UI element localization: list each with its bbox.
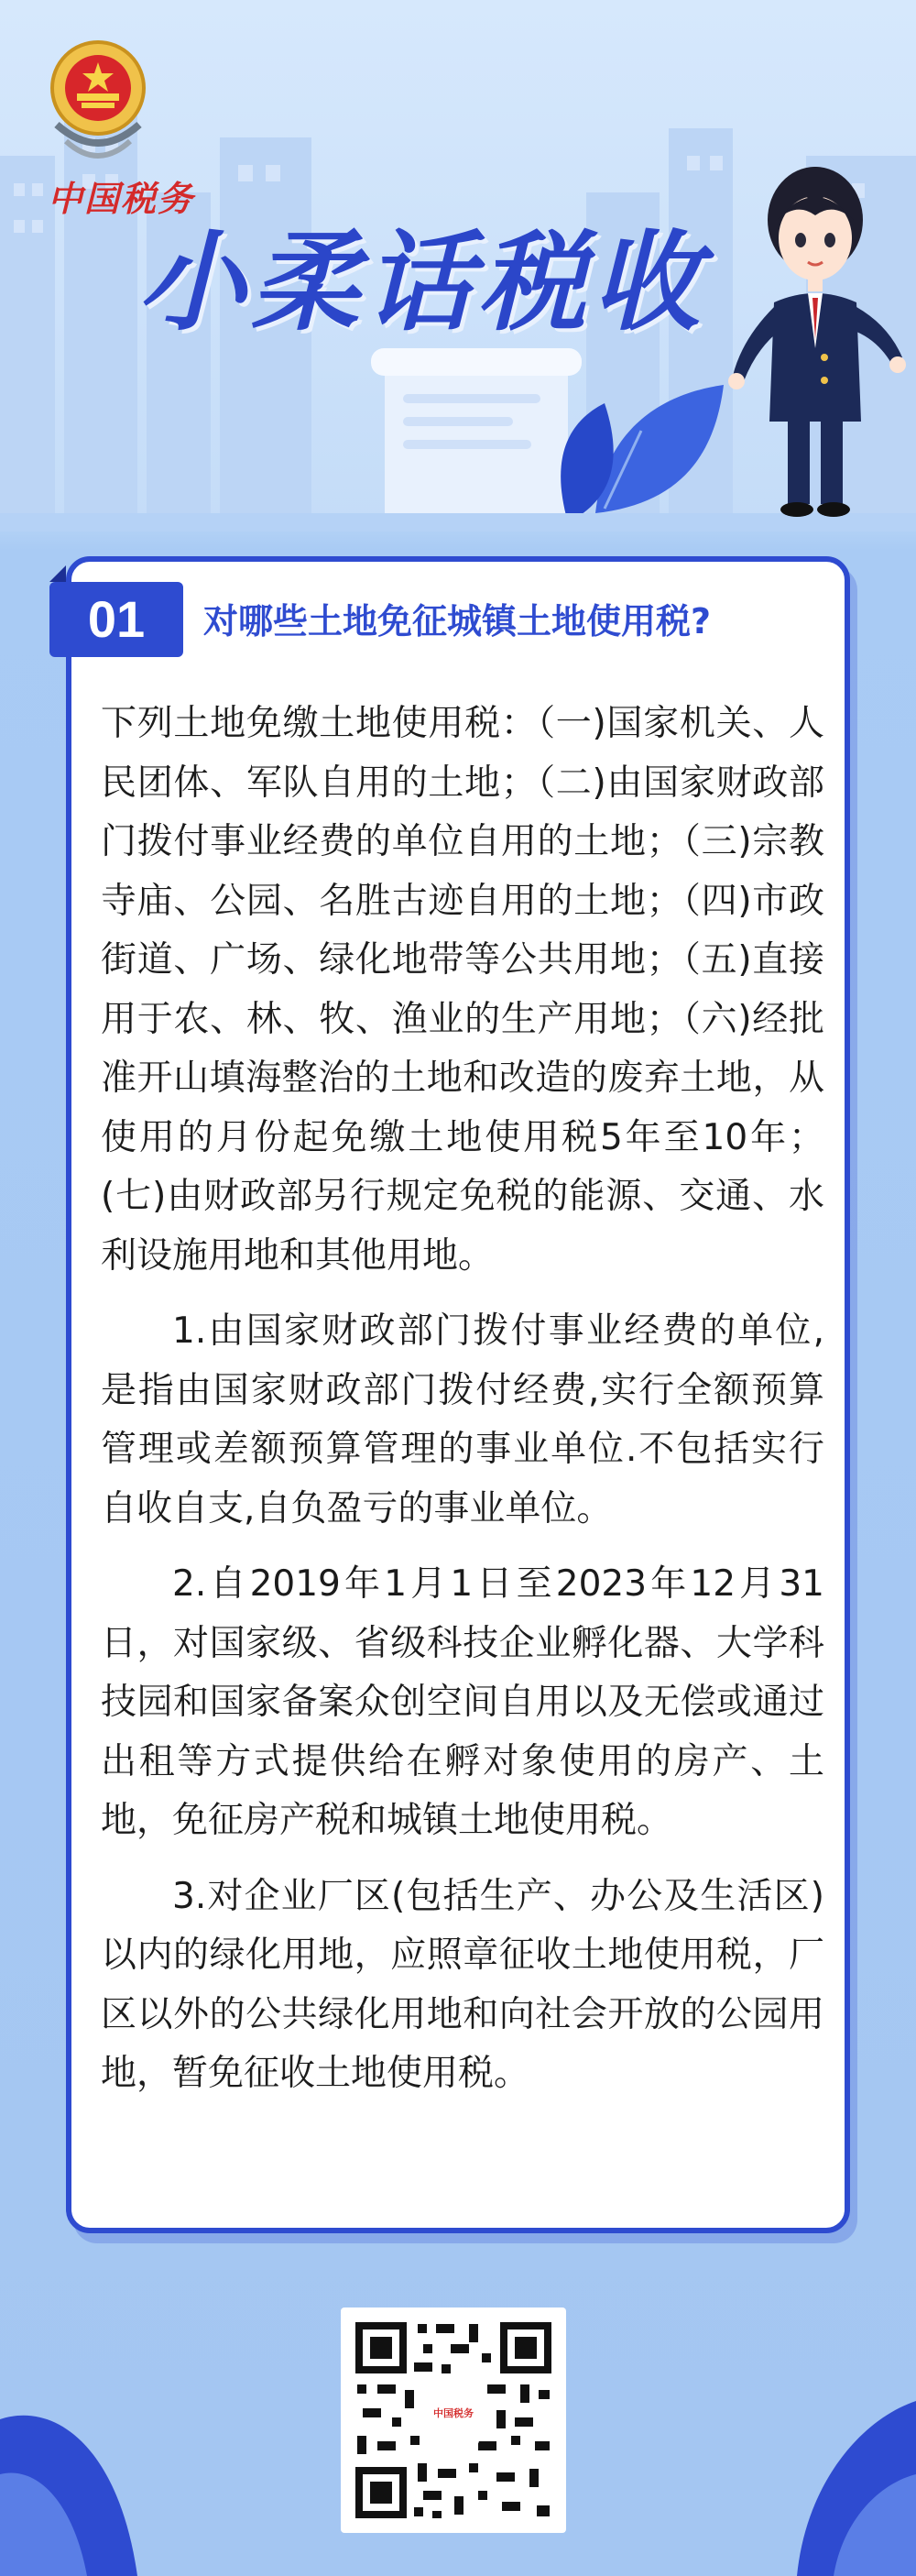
tax-emblem-icon xyxy=(38,33,158,180)
leaf-decoration-left-icon xyxy=(0,2364,147,2576)
qr-center-logo: 中国税务 xyxy=(433,2407,474,2419)
badge-fold xyxy=(49,565,66,582)
answer-paragraph-2: 1.由国家财政部门拨付事业经费的单位,是指由国家财政部门拨付经费,实行全额预算管理或差额预算管理的事业单位.不包括实行自收自支,自负盈亏的事业单位。 xyxy=(101,1310,824,1529)
mascot-figure-icon xyxy=(724,165,907,522)
qr-code[interactable] xyxy=(341,2307,566,2533)
leaf-decoration-right-icon xyxy=(788,2383,916,2576)
header-banner xyxy=(0,0,916,532)
scroll-illustration xyxy=(371,348,582,527)
answer-paragraph-3: 2.自2019年1月1日至2023年12月31日，对国家级、省级科技企业孵化器、大学科技园和国家备案众创空间自用以及无偿或通过出租等方式提供给在孵对象使用的房产、土地，免征房产税和城镇土地使用税。 xyxy=(101,1563,824,1841)
answer-paragraph-1: 下列土地免缴土地使用税：（一)国家机关、人民团体、军队自用的土地；（二)由国家财政部门拨付事业经费的单位自用的土地；（三)宗教寺庙、公园、名胜古迹自用的土地；（四)市政街道、广场、绿化地带等公共用地；（五)直接用于农、林、牧、渔业的生产用地；（六)经批准开山填海整治的土地和改造的废弃土地，从使用的月份起免缴土地使用税5年至10年；(七)由财政部另行规定免税的能源、交通、水利设施用地和其他用地。 xyxy=(101,703,824,1277)
question-heading: 对哪些土地免征城镇土地使用税? xyxy=(203,601,712,641)
page-title: 小柔话税收 xyxy=(137,219,706,345)
question-number-badge: 01 xyxy=(49,582,183,657)
answer-paragraph-4: 3.对企业厂区(包括生产、办公及生活区)以内的绿化用地，应照章征收土地使用税，厂区以外的公共绿化用地和向社会开放的公园用地，暂免征收土地使用税。 xyxy=(101,1875,824,2094)
answer-body xyxy=(101,695,824,2198)
brand-logo: 中国税务 xyxy=(48,178,195,219)
